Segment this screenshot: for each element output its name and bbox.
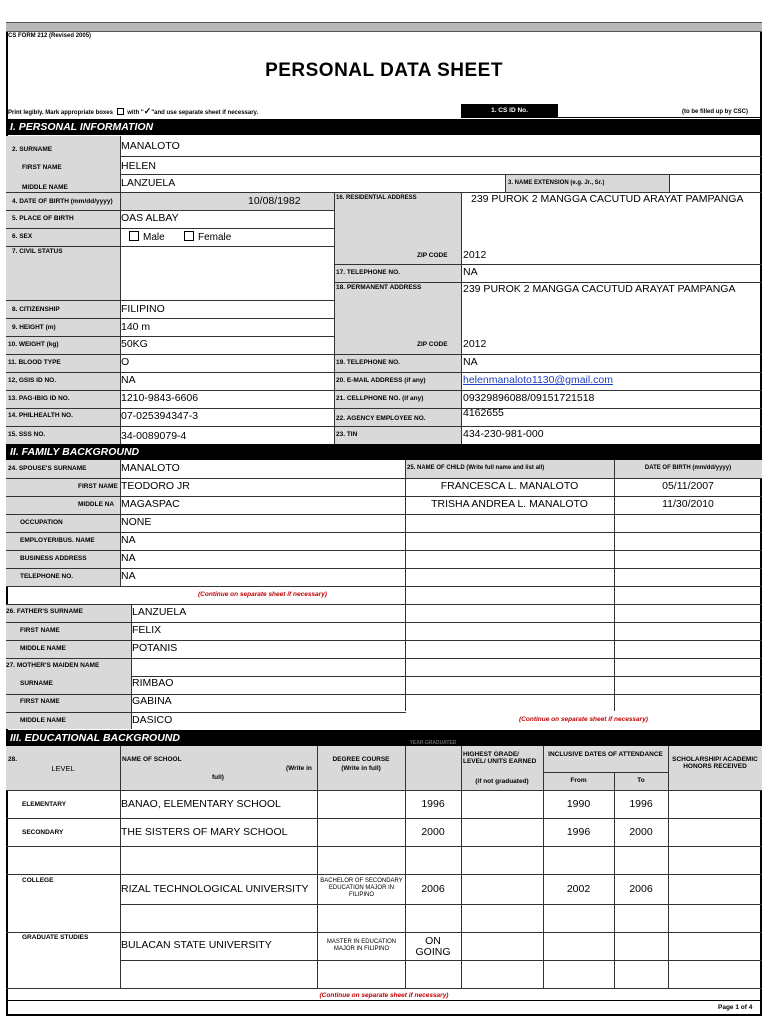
- pagibig-label: 13. PAG-IBIG ID NO.: [8, 395, 70, 402]
- school-header-full: full): [212, 774, 224, 781]
- father-middle-label: MIDDLE NAME: [20, 645, 66, 652]
- level-elementary: ELEMENTARY: [22, 801, 67, 808]
- email-label: 20. E-MAIL ADDRESS (if any): [336, 377, 426, 384]
- telephone-2-field[interactable]: NA: [463, 356, 478, 368]
- weight-label: 10. WEIGHT (kg): [8, 341, 59, 348]
- spouse-telephone-label: TELEPHONE NO.: [20, 573, 74, 580]
- res-zip-field[interactable]: 2012: [463, 249, 487, 261]
- child-dob-label: DATE OF BIRTH (mm/dd/yyyy): [644, 465, 732, 471]
- school-secondary[interactable]: THE SISTERS OF MARY SCHOOL: [121, 826, 288, 838]
- from-elementary[interactable]: 1990: [566, 798, 591, 810]
- agency-employee-field[interactable]: 4162655: [463, 407, 504, 419]
- permanent-address-field[interactable]: 239 PUROK 2 MANGGA CACUTUD ARAYAT PAMPANGA: [463, 283, 736, 295]
- mother-maiden-label: 27. MOTHER'S MAIDEN NAME: [6, 662, 100, 669]
- place-of-birth-field[interactable]: OAS ALBAY: [121, 212, 179, 224]
- to-elementary[interactable]: 1996: [629, 798, 653, 810]
- spouse-middle-label: MIDDLE NA: [78, 501, 115, 508]
- weight-field[interactable]: 50KG: [121, 338, 148, 350]
- gsis-label: 12, GSIS ID NO.: [8, 377, 57, 384]
- highest-grade-header: HIGHEST GRADE/ LEVEL/ UNITS EARNED: [463, 751, 537, 766]
- spouse-surname-field[interactable]: MANALOTO: [121, 462, 180, 474]
- child-name-2[interactable]: TRISHA ANDREA L. MANALOTO: [431, 498, 588, 510]
- sex-female-option[interactable]: Female: [184, 231, 231, 243]
- father-surname-field[interactable]: LANZUELA: [132, 606, 187, 618]
- height-field[interactable]: 140 m: [121, 321, 151, 333]
- degree-header-write: (Write in full): [341, 765, 381, 772]
- spouse-surname-label: 24. SPOUSE'S SURNAME: [8, 465, 87, 472]
- first-name-label: FIRST NAME: [22, 164, 62, 171]
- business-address-label: BUSINESS ADDRESS: [20, 555, 87, 562]
- place-of-birth-label: 5. PLACE OF BIRTH: [12, 215, 74, 222]
- occupation-label: OCCUPATION: [20, 519, 63, 526]
- civil-status-label: 7. CIVIL STATUS: [12, 248, 63, 255]
- cellphone-label: 21. CELLPHONE NO. (if any): [336, 395, 424, 402]
- father-first-label: FIRST NAME: [20, 627, 60, 634]
- year-graduate[interactable]: ON GOING: [415, 935, 451, 959]
- level-secondary: SECONDARY: [22, 829, 64, 836]
- mother-surname-label: SURNAME: [20, 680, 53, 687]
- employer-label: EMPLOYER/BUS. NAME: [20, 537, 95, 544]
- date-of-birth-label: 4. DATE OF BIRTH (mm/dd/yyyy): [12, 198, 113, 205]
- philhealth-field[interactable]: 07-025394347-3: [121, 410, 199, 422]
- checkbox-icon[interactable]: [129, 231, 139, 241]
- child-name-1[interactable]: FRANCESCA L. MANALOTO: [440, 480, 579, 492]
- mother-middle-label: MIDDLE NAME: [20, 717, 66, 724]
- name-extension-label: 3. NAME EXTENSION (e.g. Jr., Sr.): [508, 180, 605, 186]
- level-college: COLLEGE: [22, 877, 54, 884]
- sex-label: 6. SEX: [12, 233, 33, 240]
- citizenship-label: 8. CITIZENSHIP: [12, 306, 60, 313]
- continue-note-children: (Continue on separate sheet if necessary): [519, 716, 648, 723]
- level-header: LEVEL: [51, 764, 75, 773]
- email-field[interactable]: helenmanaloto1130@gmail.com: [463, 374, 613, 386]
- spouse-first-field[interactable]: TEODORO JR: [121, 480, 190, 492]
- page-number: Page 1 of 4: [718, 1004, 753, 1011]
- sex-male-option[interactable]: Male: [129, 231, 165, 243]
- school-graduate[interactable]: BULACAN STATE UNIVERSITY: [121, 939, 272, 951]
- height-label: 9. HEIGHT (m): [12, 324, 56, 331]
- mother-first-label: FIRST NAME: [20, 698, 60, 705]
- to-college[interactable]: 2006: [629, 883, 653, 895]
- middle-name-label: MIDDLE NAME: [22, 184, 68, 191]
- father-first-field[interactable]: FELIX: [132, 624, 162, 636]
- tin-label: 23. TIN: [336, 431, 358, 438]
- year-secondary[interactable]: 2000: [421, 826, 445, 838]
- first-name-field[interactable]: HELEN: [121, 160, 157, 172]
- residential-address-field[interactable]: 239 PUROK 2 MANGGA CACUTUD ARAYAT PAMPANGA: [471, 193, 744, 205]
- continue-note-education: (Continue on separate sheet if necessary): [319, 992, 449, 999]
- pagibig-field[interactable]: 1210-9843-6606: [121, 392, 199, 404]
- to-header: To: [637, 777, 645, 784]
- spouse-telephone-field[interactable]: NA: [121, 570, 136, 582]
- citizenship-field[interactable]: FILIPINO: [121, 303, 165, 315]
- occupation-field[interactable]: NONE: [121, 516, 152, 528]
- level-graduate-studies: GRADUATE STUDIES: [22, 934, 89, 941]
- telephone-1-label: 17. TELEPHONE NO.: [336, 269, 400, 276]
- agency-employee-label: 22. AGENCY EMPLOYEE NO.: [336, 415, 426, 422]
- continue-note-spouse: (Continue on separate sheet if necessary): [198, 591, 327, 598]
- surname-label: 2. SURNAME: [12, 146, 53, 153]
- surname-field[interactable]: MANALOTO: [121, 140, 180, 152]
- blood-type-field[interactable]: O: [121, 356, 130, 368]
- school-elementary[interactable]: BANAO, ELEMENTARY SCHOOL: [121, 798, 281, 810]
- degree-graduate[interactable]: MASTER IN EDUCATION MAJOR IN FILIPINO: [326, 939, 397, 952]
- philhealth-label: 14. PHILHEALTH NO.: [8, 412, 73, 419]
- mother-first-field[interactable]: GABINA: [132, 695, 172, 707]
- name-extension-field[interactable]: [670, 175, 760, 191]
- father-surname-label: 26. FATHER'S SURNAME: [6, 608, 83, 615]
- mother-surname-field[interactable]: RIMBAO: [132, 677, 174, 689]
- date-of-birth-field[interactable]: 10/08/1982: [248, 195, 301, 207]
- blood-type-label: 11. BLOOD TYPE: [8, 359, 61, 366]
- residential-address-label: 16. RESIDENTIAL ADDRESS: [336, 195, 417, 201]
- from-secondary[interactable]: 1996: [566, 826, 591, 838]
- school-header: NAME OF SCHOOL: [122, 756, 182, 763]
- child-dob-2[interactable]: 11/30/2010: [662, 498, 714, 510]
- sss-label: 15. SSS NO.: [8, 431, 46, 438]
- year-elementary[interactable]: 1996: [421, 798, 445, 810]
- page-title: PERSONAL DATA SHEET: [265, 60, 503, 81]
- to-secondary[interactable]: 2000: [629, 826, 653, 838]
- father-middle-field[interactable]: POTANIS: [132, 642, 178, 654]
- honors-header: SCHOLARSHIP/ ACADEMIC HONORS RECEIVED: [672, 756, 758, 771]
- school-header-write: (Write in: [286, 765, 312, 772]
- checkbox-icon[interactable]: [184, 231, 194, 241]
- cs-id-label: 1. CS ID No.: [461, 104, 558, 118]
- tin-field[interactable]: 434-230-981-000: [463, 428, 544, 440]
- section-personal-information: I. PERSONAL INFORMATION: [6, 119, 762, 135]
- perm-zip-label: ZIP CODE: [417, 341, 448, 348]
- form-number: CS FORM 212 (Revised 2005): [8, 33, 92, 39]
- year-college[interactable]: 2006: [421, 883, 445, 895]
- csc-note: (to be filled up by CSC): [682, 109, 748, 115]
- degree-header: DEGREE COURSE: [332, 756, 390, 763]
- checkmark-icon: ✓: [143, 106, 152, 116]
- children-label: 25. NAME OF CHILD (Write full name and list all): [407, 465, 545, 471]
- child-dob-1[interactable]: 05/11/2007: [662, 480, 714, 492]
- spouse-middle-field[interactable]: MAGASPAC: [121, 498, 180, 510]
- degree-college[interactable]: BACHELOR OF SECONDARY EDUCATION MAJOR IN FILIPINO: [320, 878, 403, 898]
- highest-grade-note: (if not graduated): [475, 778, 529, 785]
- mother-middle-field[interactable]: DASICO: [132, 714, 173, 726]
- from-college[interactable]: 2002: [566, 883, 591, 895]
- section-educational-background: III. EDUCATIONAL BACKGROUND: [6, 730, 762, 746]
- instructions: Print legibly. Mark appropriate boxes with "✓"and use separate sheet if necessary.: [8, 106, 259, 116]
- checkbox-sample-icon: [117, 108, 124, 115]
- gsis-field[interactable]: NA: [121, 374, 136, 386]
- education-number: 28.: [8, 756, 18, 763]
- from-header: From: [570, 777, 587, 784]
- business-address-field[interactable]: NA: [121, 552, 136, 564]
- section-family-background: II. FAMILY BACKGROUND: [6, 444, 762, 460]
- middle-name-field[interactable]: LANZUELA: [121, 177, 176, 189]
- school-college[interactable]: RIZAL TECHNOLOGICAL UNIVERSITY: [121, 883, 309, 895]
- perm-zip-field[interactable]: 2012: [463, 338, 487, 350]
- permanent-address-label: 18. PERMANENT ADDRESS: [336, 284, 422, 291]
- employer-field[interactable]: NA: [121, 534, 136, 546]
- top-bar: [6, 22, 762, 32]
- year-graduated-header: YEAR GRADUATED: [409, 740, 457, 746]
- inclusive-dates-header: INCLUSIVE DATES OF ATTENDANCE: [548, 751, 663, 758]
- spouse-first-label: FIRST NAME: [78, 483, 118, 490]
- telephone-1-field[interactable]: NA: [463, 266, 478, 278]
- res-zip-label: ZIP CODE: [417, 252, 448, 259]
- cellphone-field[interactable]: 09329896088/09151721518: [463, 392, 595, 404]
- telephone-2-label: 19. TELEPHONE NO.: [336, 359, 400, 366]
- sss-field[interactable]: 34-0089079-4: [121, 430, 187, 442]
